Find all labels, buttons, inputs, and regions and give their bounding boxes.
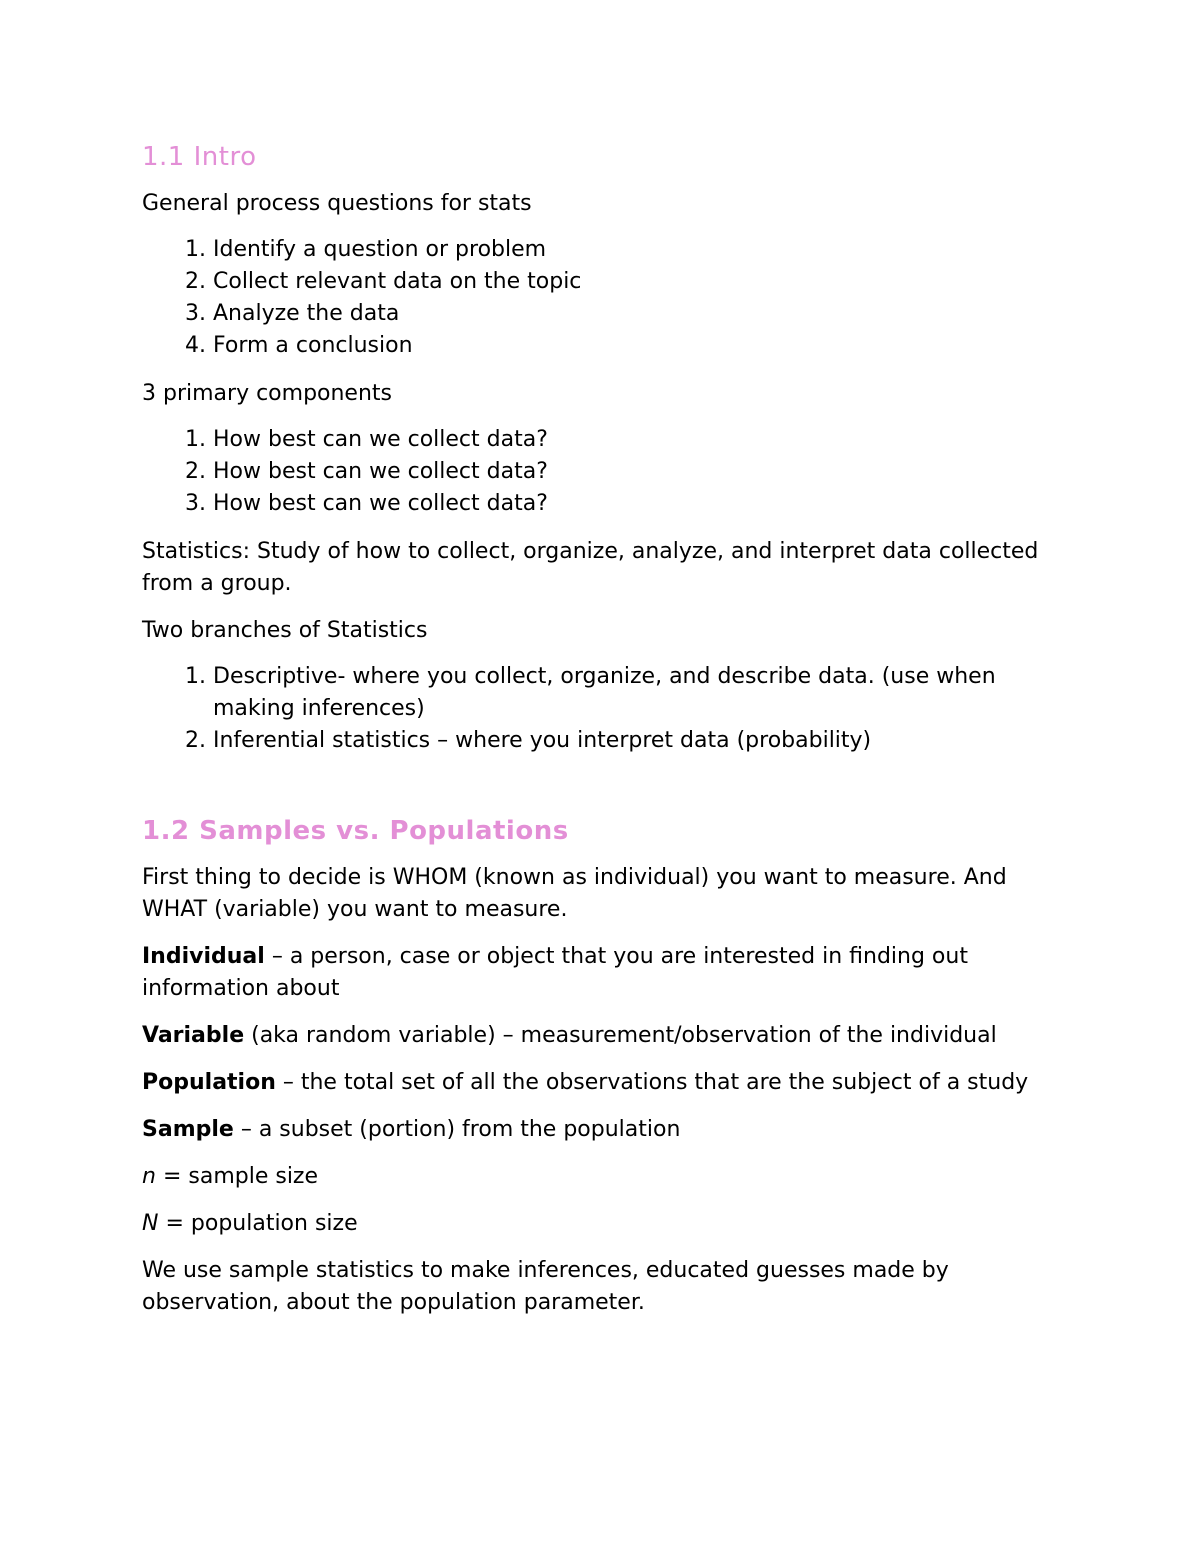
statistics-definition: Statistics: Study of how to collect, organize, analyze, and interpret data collected from a group. — [142, 539, 1039, 596]
list-item: 1. Identify a question or problem — [213, 234, 1072, 266]
list-item: 2. How best can we collect data? — [213, 456, 1072, 488]
sample-text: – a subset (portion) from the population — [233, 1117, 681, 1142]
term-population: Population — [142, 1070, 276, 1095]
list-item: 4. Form a conclusion — [213, 330, 1072, 362]
sample-size-definition — [142, 1161, 1072, 1193]
list-item: 2. Collect relevant data on the topic — [213, 266, 1072, 298]
process-intro: General process questions for stats — [142, 191, 532, 216]
symbol-n: n — [142, 1164, 156, 1189]
section-spacer — [142, 773, 1072, 812]
variable-definition — [142, 1020, 1072, 1052]
section-heading-intro: 1.1 Intro — [142, 142, 257, 172]
list-item: 3. Analyze the data — [213, 298, 1072, 330]
term-variable: Variable — [142, 1023, 245, 1048]
population-size-text: = population size — [158, 1211, 358, 1236]
term-sample: Sample — [142, 1117, 234, 1142]
individual-definition — [142, 941, 1072, 1005]
closing-paragraph: We use sample statistics to make inferences, educated guesses made by observation, about the population parameter. — [142, 1258, 949, 1315]
components-list — [142, 424, 1072, 520]
list-item: 1. How best can we collect data? — [213, 424, 1072, 456]
sample-size-text: = sample size — [155, 1164, 319, 1189]
branches-list — [142, 661, 1072, 757]
branches-intro: Two branches of Statistics — [142, 618, 428, 643]
components-intro: 3 primary components — [142, 381, 393, 406]
section-heading-samples: 1.2 Samples vs. Populations — [142, 816, 569, 846]
variable-text: (aka random variable) – measurement/observation of the individual — [244, 1023, 997, 1048]
list-item: 2. Inferential statistics – where you interpret data (probability) — [213, 725, 1072, 757]
process-steps-list — [142, 234, 1072, 362]
list-item: 3. How best can we collect data? — [213, 488, 1072, 520]
population-definition — [142, 1067, 1072, 1099]
individual-text: – a person, case or object that you are interested in finding out information about — [142, 944, 968, 1001]
measure-intro: First thing to decide is WHOM (known as individual) you want to measure. And WHAT (variable) you want to measure. — [142, 865, 1007, 922]
term-individual: Individual — [142, 944, 265, 969]
document-page — [142, 138, 1072, 1334]
symbol-N: N — [142, 1211, 159, 1236]
population-size-definition — [142, 1208, 1072, 1240]
list-item: 1. Descriptive- where you collect, organize, and describe data. (use when making inferences) — [213, 661, 1072, 725]
population-text: – the total set of all the observations that are the subject of a study — [275, 1070, 1029, 1095]
sample-definition — [142, 1114, 1072, 1146]
